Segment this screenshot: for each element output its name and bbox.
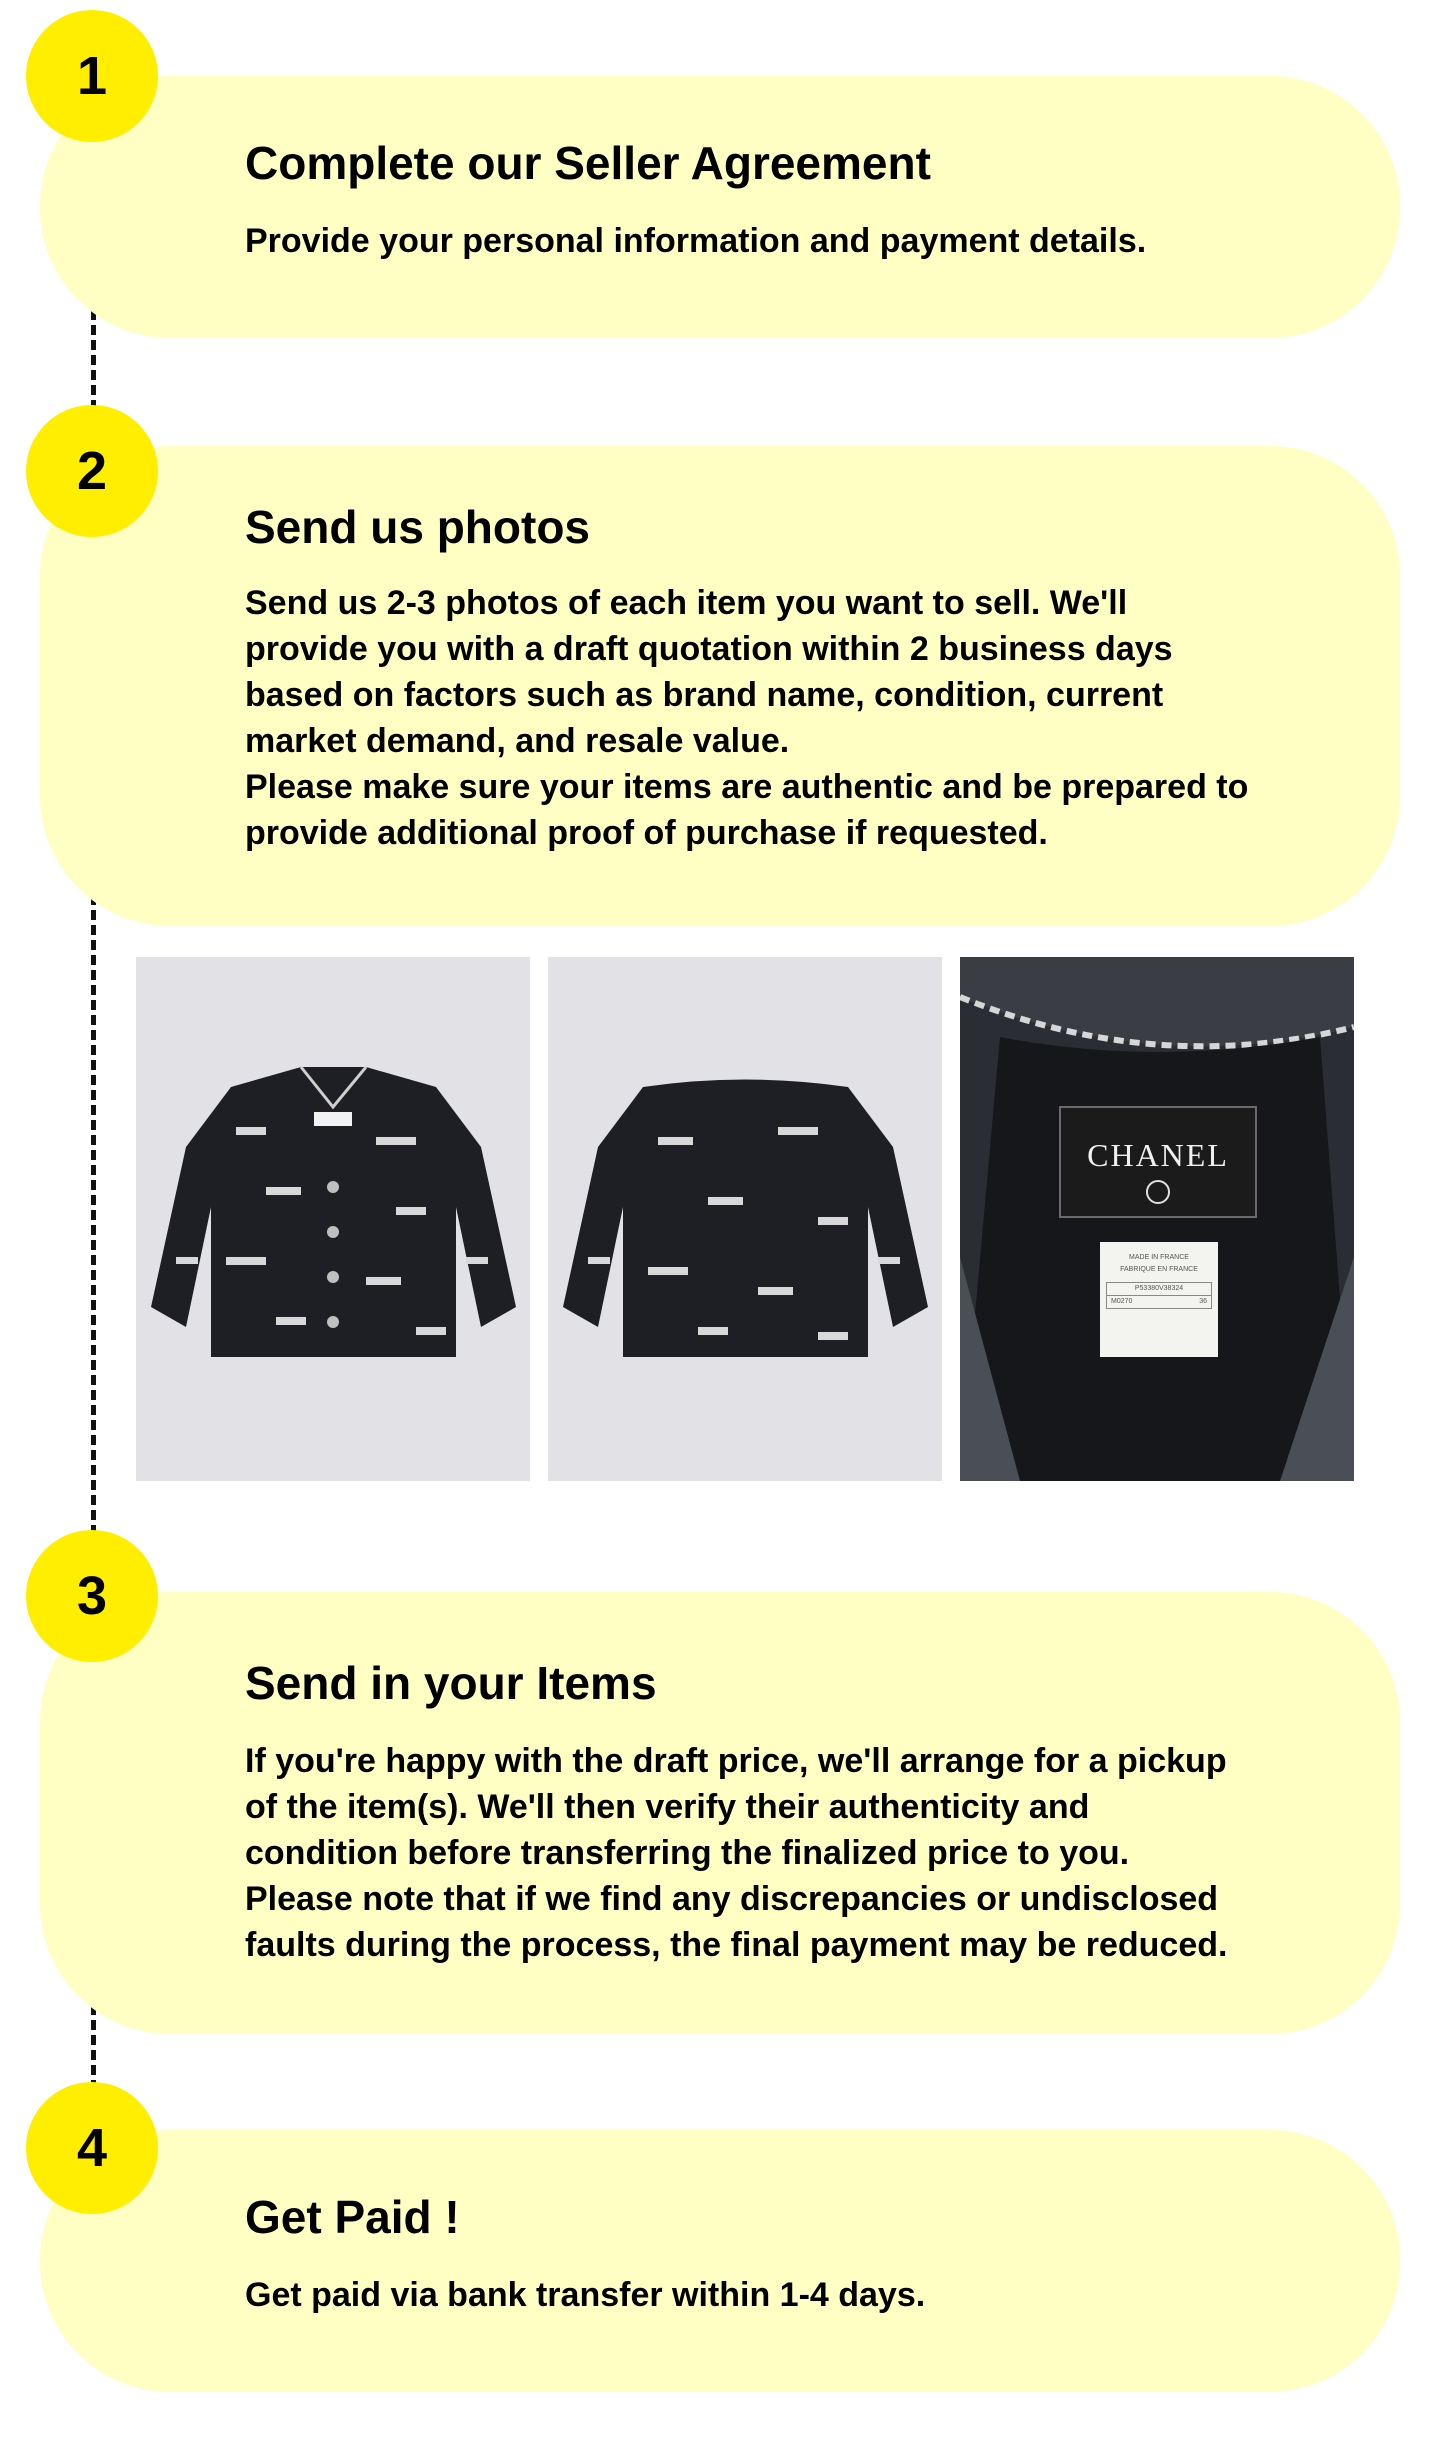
step-2-line-1: Send us 2-3 photos of each item you want to sell. We'll	[245, 584, 1128, 622]
step-4-badge: 4	[26, 2082, 158, 2214]
step-1-description: Provide your personal information and payment details.	[245, 222, 1147, 260]
care-label-line-2: FABRIQUE EN FRANCE	[1120, 1266, 1198, 1273]
step-1-badge: 1	[26, 10, 158, 142]
step-3-description	[245, 1738, 1315, 1968]
step-3-line-3: condition before transferring the finalized price to you.	[245, 1834, 1130, 1872]
jacket-front-photo	[136, 957, 530, 1481]
jacket-back-photo	[548, 957, 942, 1481]
step-2-line-6: provide additional proof of purchase if requested.	[245, 814, 1048, 852]
care-label-code: M0270	[1111, 1298, 1133, 1305]
care-label-text	[1106, 1252, 1212, 1309]
step-3-line-5: faults during the process, the final payment may be reduced.	[245, 1926, 1228, 1964]
step-3-badge: 3	[26, 1530, 158, 1662]
care-label-line-3: P53380V38324	[1106, 1282, 1212, 1296]
step-4-card	[40, 2130, 1400, 2392]
step-3-title: Send in your Items	[245, 1657, 657, 1709]
care-label-size: 36	[1199, 1298, 1207, 1305]
jacket-back-image	[548, 957, 942, 1481]
step-2-line-2: provide you with a draft quotation within 2 business days	[245, 630, 1173, 668]
step-1-card	[40, 76, 1400, 338]
care-label-line-1: MADE IN FRANCE	[1129, 1254, 1189, 1261]
step-3-line-2: of the item(s). We'll then verify their authenticity and	[245, 1788, 1090, 1826]
step-2-line-4: market demand, and resale value.	[245, 722, 790, 760]
care-label-line-4	[1106, 1296, 1212, 1309]
step-3-line-4: Please note that if we find any discrepancies or undisclosed	[245, 1880, 1219, 1918]
step-4-description: Get paid via bank transfer within 1-4 days.	[245, 2276, 926, 2314]
step-2-title: Send us photos	[245, 501, 590, 553]
step-2-line-5: Please make sure your items are authentic and be prepared to	[245, 768, 1249, 806]
step-1-title: Complete our Seller Agreement	[245, 137, 931, 189]
step-2-badge: 2	[26, 405, 158, 537]
chanel-label-photo	[960, 957, 1354, 1481]
step-3-line-1: If you're happy with the draft price, we'll arrange for a pickup	[245, 1742, 1227, 1780]
step-4-title: Get Paid !	[245, 2191, 460, 2243]
chanel-label-image	[960, 957, 1354, 1481]
step-2-description	[245, 580, 1315, 856]
step-2-line-3: based on factors such as brand name, condition, current	[245, 676, 1164, 714]
chanel-label-brand: CHANEL	[1087, 1137, 1229, 1173]
jacket-front-image	[136, 957, 530, 1481]
